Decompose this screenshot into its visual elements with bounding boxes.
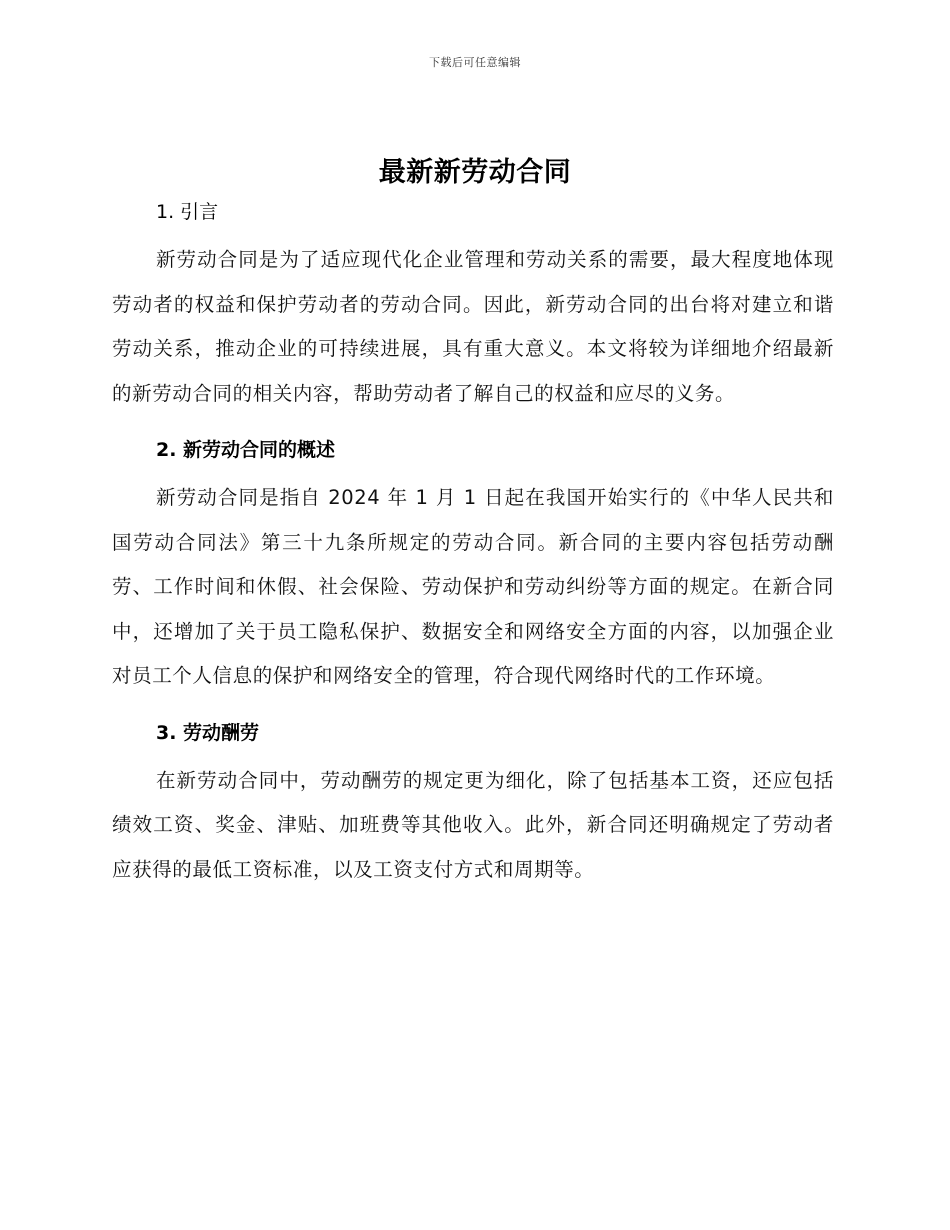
section-paragraph: 新劳动合同是为了适应现代化企业管理和劳动关系的需要，最大程度地体现劳动者的权益和保护劳动者的劳动合同。因此，新劳动合同的出台将对建立和谐劳动关系，推动企业的可持续进展，具有重大意义。本文将较为详细地介绍最新的新劳动合同的相关内容，帮助劳动者了解自己的权益和应尽的义务。 — [112, 248, 834, 405]
section-overview — [112, 434, 834, 699]
section-introduction — [112, 196, 834, 416]
document-title: 最新新劳动合同 — [378, 157, 572, 188]
section-paragraph: 新劳动合同是指自 2024 年 1 月 1 日起在我国开始实行的《中华人民共和国劳动合同法》第三十九条所规定的劳动合同。新合同的主要内容包括劳动酬劳、工作时间和休假、社会保险、劳动保护和劳动纠纷等方面的规定。在新合同中，还增加了关于员工隐私保护、数据安全和网络安全方面的内容，以加强企业对员工个人信息的保护和网络安全的管理，符合现代网络时代的工作环境。 — [112, 486, 834, 687]
section-paragraph: 在新劳动合同中，劳动酬劳的规定更为细化，除了包括基本工资，还应包括绩效工资、奖金、津贴、加班费等其他收入。此外，新合同还明确规定了劳动者应获得的最低工资标准，以及工资支付方式和周期等。 — [112, 768, 834, 881]
document-body — [112, 196, 834, 892]
section-heading: 1. 引言 — [156, 201, 219, 223]
section-heading: 3. 劳动酬劳 — [156, 721, 260, 744]
page-header: 下载后可任意编辑 — [429, 56, 521, 69]
section-remuneration — [112, 717, 834, 893]
section-heading: 2. 新劳动合同的概述 — [156, 439, 336, 461]
